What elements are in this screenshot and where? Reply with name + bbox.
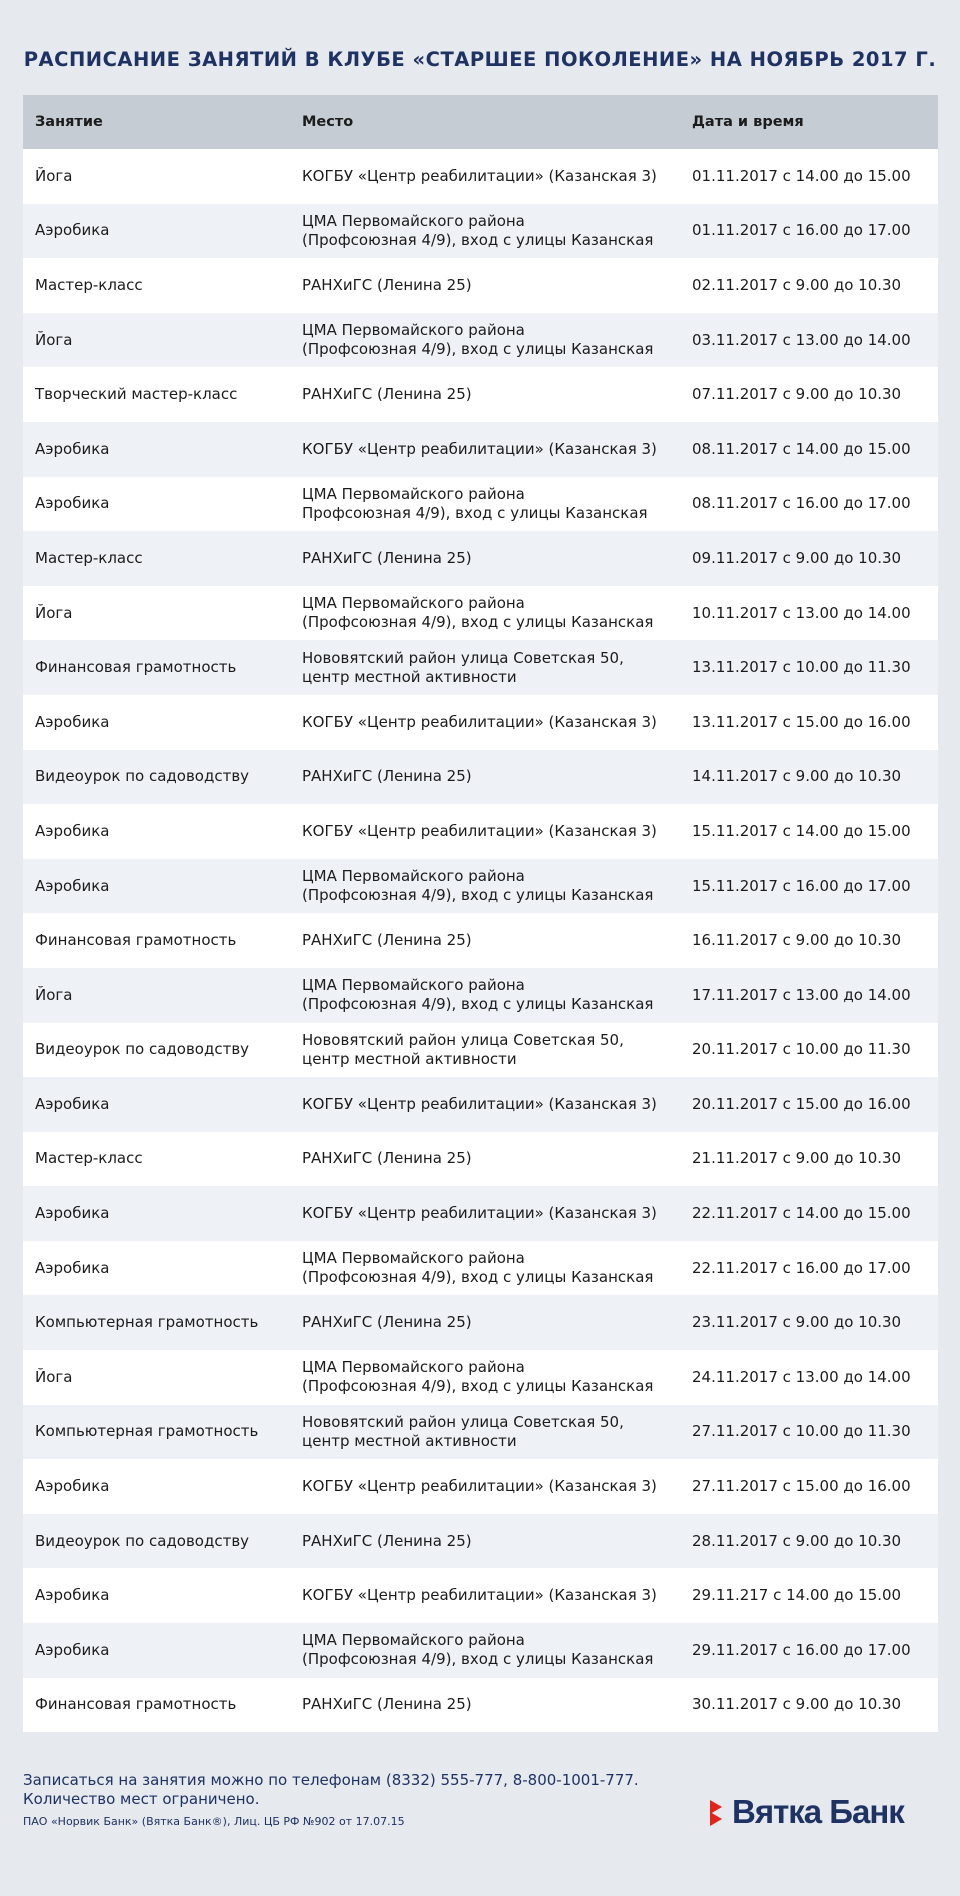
place-line: (Профсоюзная 4/9), вход с улицы Казанская [302, 995, 654, 1014]
place-line: ЦМА Первомайского района [302, 211, 525, 230]
table-row [23, 149, 938, 204]
activity-cell: Финансовая грамотность [35, 658, 237, 677]
place-cell [302, 649, 692, 687]
place-cell [302, 822, 692, 841]
activity-cell: Аэробика [35, 712, 110, 731]
place-cell [302, 440, 692, 459]
place-line: (Профсоюзная 4/9), вход с улицы Казанская [302, 230, 654, 249]
place-cell [302, 767, 692, 786]
place-line: ЦМА Первомайского района [302, 1358, 525, 1377]
place-cell [302, 1358, 692, 1396]
datetime-cell: 28.11.2017 с 9.00 до 10.30 [692, 1531, 902, 1550]
place-line: Нововятский район улица Советская 50, [302, 648, 624, 667]
column-header-activity: Занятие [35, 113, 103, 130]
activity-cell: Мастер-класс [35, 1149, 143, 1168]
place-line: (Профсоюзная 4/9), вход с улицы Казанская [302, 1377, 654, 1396]
datetime-cell: 15.11.2017 с 14.00 до 15.00 [692, 821, 911, 840]
table-row [23, 1678, 938, 1733]
place-cell [302, 713, 692, 732]
table-row [23, 1132, 938, 1187]
table-row [23, 1514, 938, 1569]
table-row [23, 968, 938, 1023]
place-line: ЦМА Первомайского района [302, 484, 525, 503]
activity-cell: Финансовая грамотность [35, 1695, 237, 1714]
activity-cell: Компьютерная грамотность [35, 1313, 259, 1332]
datetime-cell: 23.11.2017 с 9.00 до 10.30 [692, 1313, 902, 1332]
activity-cell: Йога [35, 603, 73, 622]
place-cell [302, 1695, 692, 1714]
place-line: РАНХиГС (Ленина 25) [302, 931, 472, 950]
table-row [23, 1077, 938, 1132]
table-row [23, 204, 938, 259]
place-cell [302, 1477, 692, 1496]
place-cell [302, 931, 692, 950]
column-header-datetime: Дата и время [692, 113, 804, 130]
datetime-cell: 09.11.2017 с 9.00 до 10.30 [692, 548, 902, 567]
table-row [23, 586, 938, 641]
place-cell [302, 385, 692, 404]
table-row [23, 1295, 938, 1350]
place-line: Профсоюзная 4/9), вход с улицы Казанская [302, 503, 648, 522]
place-line: центр местной активности [302, 1431, 517, 1450]
place-cell [302, 1149, 692, 1168]
place-line: ЦМА Первомайского района [302, 321, 525, 340]
table-row [23, 531, 938, 586]
datetime-cell: 13.11.2017 с 10.00 до 11.30 [692, 658, 911, 677]
datetime-cell: 01.11.2017 с 14.00 до 15.00 [692, 166, 911, 185]
datetime-cell: 21.11.2017 с 9.00 до 10.30 [692, 1149, 902, 1168]
activity-cell: Аэробика [35, 1640, 110, 1659]
bank-logo-icon [708, 1798, 732, 1828]
column-header-place: Место [302, 113, 354, 130]
place-line: КОГБУ «Центр реабилитации» (Казанская 3) [302, 712, 657, 731]
activity-cell: Аэробика [35, 1204, 110, 1223]
place-line: РАНХиГС (Ленина 25) [302, 1313, 472, 1332]
table-row [23, 1241, 938, 1296]
activity-cell: Йога [35, 985, 73, 1004]
place-line: КОГБУ «Центр реабилитации» (Казанская 3) [302, 1586, 657, 1605]
activity-cell: Мастер-класс [35, 548, 143, 567]
place-line: РАНХиГС (Ленина 25) [302, 767, 472, 786]
table-row [23, 640, 938, 695]
table-row [23, 258, 938, 313]
activity-cell: Компьютерная грамотность [35, 1422, 259, 1441]
activity-cell: Творческий мастер-класс [35, 385, 238, 404]
place-line: ЦМА Первомайского района [302, 594, 525, 613]
place-cell [302, 976, 692, 1014]
place-line: КОГБУ «Центр реабилитации» (Казанская 3) [302, 166, 657, 185]
place-line: КОГБУ «Центр реабилитации» (Казанская 3) [302, 1477, 657, 1496]
datetime-cell: 29.11.217 с 14.00 до 15.00 [692, 1586, 902, 1605]
datetime-cell: 17.11.2017 с 13.00 до 14.00 [692, 985, 911, 1004]
datetime-cell: 27.11.2017 с 15.00 до 16.00 [692, 1477, 911, 1496]
place-cell [302, 549, 692, 568]
table-row [23, 422, 938, 477]
signup-note [23, 1771, 639, 1809]
activity-cell: Видеоурок по садоводству [35, 1040, 250, 1059]
place-cell [302, 321, 692, 359]
table-row [23, 1623, 938, 1678]
table-row [23, 913, 938, 968]
place-cell [302, 1204, 692, 1223]
place-cell [302, 212, 692, 250]
datetime-cell: 16.11.2017 с 9.00 до 10.30 [692, 931, 902, 950]
place-cell [302, 1249, 692, 1287]
table-row [23, 1186, 938, 1241]
place-line: центр местной активности [302, 667, 517, 686]
activity-cell: Аэробика [35, 876, 110, 895]
place-line: (Профсоюзная 4/9), вход с улицы Казанская [302, 1650, 654, 1669]
place-line: КОГБУ «Центр реабилитации» (Казанская 3) [302, 1094, 657, 1113]
datetime-cell: 27.11.2017 с 10.00 до 11.30 [692, 1422, 911, 1441]
place-line: (Профсоюзная 4/9), вход с улицы Казанская [302, 340, 654, 359]
datetime-cell: 29.11.2017 с 16.00 до 17.00 [692, 1640, 911, 1659]
place-cell [302, 1631, 692, 1669]
place-line: (Профсоюзная 4/9), вход с улицы Казанская [302, 1268, 654, 1287]
datetime-cell: 30.11.2017 с 9.00 до 10.30 [692, 1695, 902, 1714]
activity-cell: Видеоурок по садоводству [35, 767, 250, 786]
place-cell [302, 1031, 692, 1069]
datetime-cell: 14.11.2017 с 9.00 до 10.30 [692, 767, 902, 786]
table-row [23, 750, 938, 805]
signup-phones: Записаться на занятия можно по телефонам (8332) 555-777, 8-800-1001-777. [23, 1771, 639, 1789]
activity-cell: Йога [35, 330, 73, 349]
table-row [23, 804, 938, 859]
activity-cell: Йога [35, 1367, 73, 1386]
place-cell [302, 1095, 692, 1114]
place-line: Нововятский район улица Советская 50, [302, 1412, 624, 1431]
place-cell [302, 594, 692, 632]
activity-cell: Аэробика [35, 1586, 110, 1605]
activity-cell: Аэробика [35, 439, 110, 458]
bank-logo [708, 1793, 938, 1833]
place-cell [302, 1313, 692, 1332]
datetime-cell: 01.11.2017 с 16.00 до 17.00 [692, 221, 911, 240]
datetime-cell: 08.11.2017 с 16.00 до 17.00 [692, 494, 911, 513]
legal-text: ПАО «Норвик Банк» (Вятка Банк®), Лиц. ЦБ РФ №902 от 17.07.15 [23, 1815, 405, 1828]
datetime-cell: 08.11.2017 с 14.00 до 15.00 [692, 439, 911, 458]
table-row [23, 1405, 938, 1460]
limited-seats: Количество мест ограничено. [23, 1790, 260, 1808]
activity-cell: Аэробика [35, 1258, 110, 1277]
place-cell [302, 485, 692, 523]
activity-cell: Финансовая грамотность [35, 931, 237, 950]
datetime-cell: 03.11.2017 с 13.00 до 14.00 [692, 330, 911, 349]
place-cell [302, 1586, 692, 1605]
activity-cell: Видеоурок по садоводству [35, 1531, 250, 1550]
place-line: РАНХиГС (Ленина 25) [302, 275, 472, 294]
place-line: центр местной активности [302, 1049, 517, 1068]
activity-cell: Аэробика [35, 821, 110, 840]
datetime-cell: 20.11.2017 с 15.00 до 16.00 [692, 1094, 911, 1113]
activity-cell: Мастер-класс [35, 275, 143, 294]
datetime-cell: 07.11.2017 с 9.00 до 10.30 [692, 385, 902, 404]
datetime-cell: 24.11.2017 с 13.00 до 14.00 [692, 1367, 911, 1386]
datetime-cell: 22.11.2017 с 16.00 до 17.00 [692, 1258, 911, 1277]
place-line: ЦМА Первомайского района [302, 1631, 525, 1650]
place-cell [302, 1532, 692, 1551]
datetime-cell: 10.11.2017 с 13.00 до 14.00 [692, 603, 911, 622]
table-header [23, 95, 938, 149]
datetime-cell: 20.11.2017 с 10.00 до 11.30 [692, 1040, 911, 1059]
table-row [23, 477, 938, 532]
table-row [23, 1568, 938, 1623]
table-row [23, 367, 938, 422]
datetime-cell: 02.11.2017 с 9.00 до 10.30 [692, 275, 902, 294]
place-line: РАНХиГС (Ленина 25) [302, 385, 472, 404]
place-line: РАНХиГС (Ленина 25) [302, 1149, 472, 1168]
place-line: (Профсоюзная 4/9), вход с улицы Казанская [302, 613, 654, 632]
place-line: ЦМА Первомайского района [302, 1249, 525, 1268]
datetime-cell: 22.11.2017 с 14.00 до 15.00 [692, 1204, 911, 1223]
activity-cell: Аэробика [35, 494, 110, 513]
table-body [23, 149, 938, 1732]
place-line: РАНХиГС (Ленина 25) [302, 548, 472, 567]
datetime-cell: 15.11.2017 с 16.00 до 17.00 [692, 876, 911, 895]
table-row [23, 1023, 938, 1078]
place-line: РАНХиГС (Ленина 25) [302, 1531, 472, 1550]
datetime-cell: 13.11.2017 с 15.00 до 16.00 [692, 712, 911, 731]
place-cell [302, 867, 692, 905]
activity-cell: Аэробика [35, 221, 110, 240]
place-line: КОГБУ «Центр реабилитации» (Казанская 3) [302, 1204, 657, 1223]
table-row [23, 1459, 938, 1514]
activity-cell: Аэробика [35, 1094, 110, 1113]
activity-cell: Йога [35, 166, 73, 185]
table-row [23, 859, 938, 914]
place-line: ЦМА Первомайского района [302, 976, 525, 995]
place-line: РАНХиГС (Ленина 25) [302, 1695, 472, 1714]
table-row [23, 695, 938, 750]
place-cell [302, 167, 692, 186]
place-line: КОГБУ «Центр реабилитации» (Казанская 3) [302, 821, 657, 840]
place-line: КОГБУ «Центр реабилитации» (Казанская 3) [302, 439, 657, 458]
schedule-table [23, 95, 938, 1732]
place-cell [302, 1413, 692, 1451]
page-title: РАСПИСАНИЕ ЗАНЯТИЙ В КЛУБЕ «СТАРШЕЕ ПОКОЛЕНИЕ» НА НОЯБРЬ 2017 Г. [23, 48, 937, 71]
bank-logo-text: Вятка Банк [732, 1793, 904, 1830]
place-line: Нововятский район улица Советская 50, [302, 1030, 624, 1049]
activity-cell: Аэробика [35, 1477, 110, 1496]
place-cell [302, 276, 692, 295]
table-row [23, 1350, 938, 1405]
place-line: (Профсоюзная 4/9), вход с улицы Казанская [302, 886, 654, 905]
place-line: ЦМА Первомайского района [302, 867, 525, 886]
table-row [23, 313, 938, 368]
